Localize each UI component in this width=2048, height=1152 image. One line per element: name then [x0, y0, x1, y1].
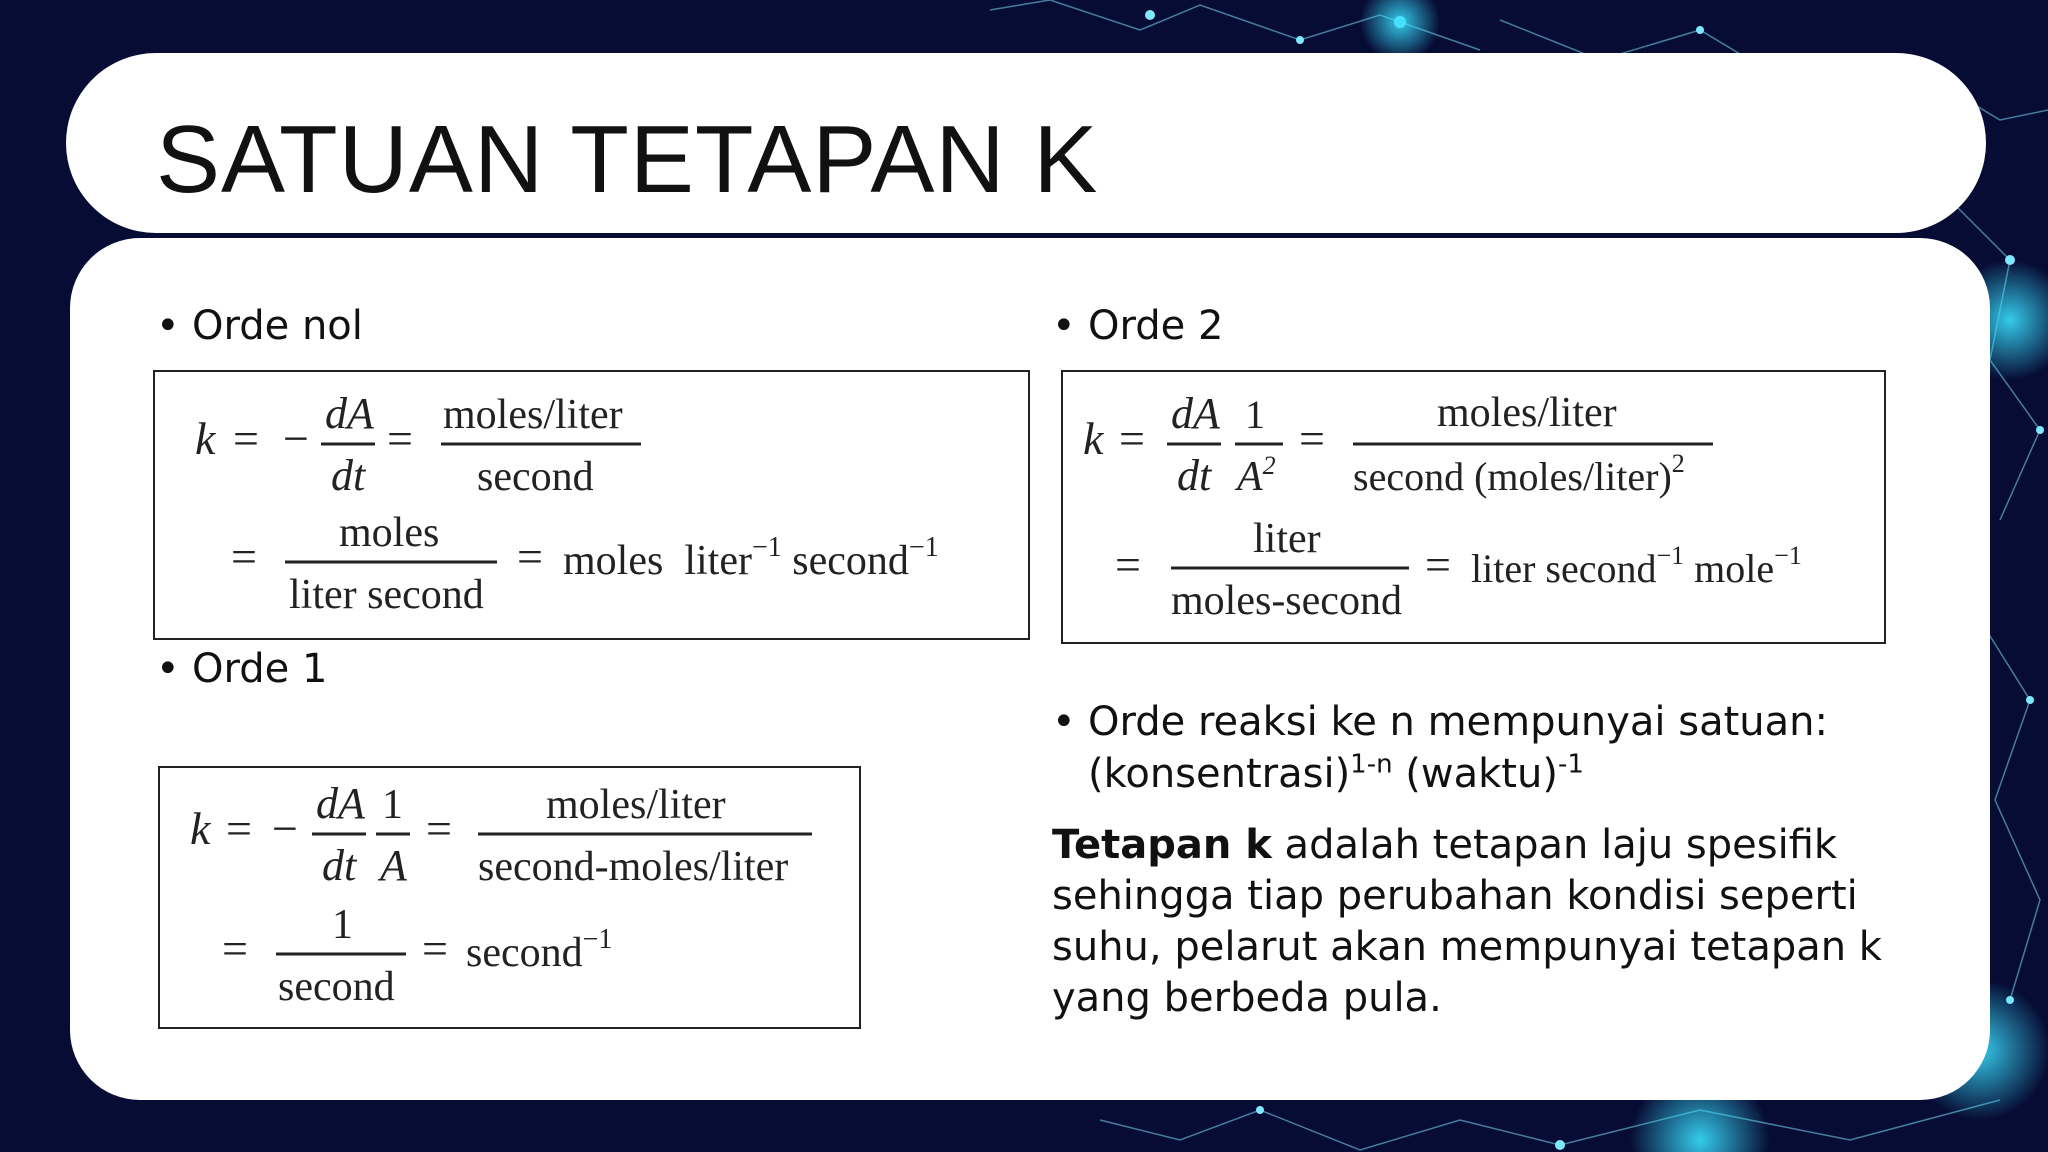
waktu-label: (waktu) [1392, 751, 1558, 797]
bullet-label: Orde 1 [192, 646, 328, 692]
eq-dt: dt [1177, 451, 1212, 500]
eq-rhs-part: mole [1684, 546, 1775, 591]
eq-one: 1 [382, 782, 403, 828]
eq-dA: dA [325, 389, 374, 438]
eq-k: k [1083, 413, 1104, 464]
eq-denominator: second [278, 964, 395, 1010]
eq-equals: = [233, 413, 259, 464]
eq-equals: = [422, 923, 448, 974]
bullet-dot: • [156, 303, 180, 349]
eq-rhs [1471, 541, 1802, 591]
eq-exponent: −1 [908, 532, 939, 563]
eq-numerator: moles/liter [1437, 390, 1617, 436]
eq-exponent: −1 [1774, 541, 1802, 570]
tetapan-k-paragraph [1052, 820, 1952, 1024]
eq-dt: dt [322, 841, 357, 890]
tetapan-k-rest: adalah tetapan laju spesifik sehingga tiap perubahan kondisi seperti suhu, pelarut akan mempunyai tetapan k yang berbeda pula. [1052, 822, 1882, 1021]
konsentrasi-label: (konsentrasi) [1088, 751, 1351, 797]
eq-denominator: moles-second [1171, 578, 1402, 624]
waktu-exponent: -1 [1557, 749, 1584, 780]
eq-one: 1 [1245, 392, 1265, 437]
eq-minus: − [272, 803, 298, 854]
eq-A-base: A [1237, 454, 1263, 500]
orde-n-text: Orde reaksi ke n mempunyai satuan: [1088, 699, 1828, 745]
equation-box-orde-2 [1061, 370, 1886, 644]
eq-dt: dt [331, 451, 366, 500]
eq-k: k [190, 803, 211, 854]
tetapan-k-bold: Tetapan k [1052, 822, 1272, 868]
bullet-label: Orde 2 [1088, 303, 1224, 349]
orde-n-units [1088, 748, 1584, 800]
eq-equals: = [222, 923, 248, 974]
eq-rhs-part: second [466, 930, 583, 976]
eq-minus: − [283, 413, 309, 464]
eq-numerator: moles/liter [443, 392, 623, 438]
eq-denominator: second [477, 454, 594, 500]
eq-exponent: −1 [582, 924, 613, 955]
bullet-orde-n [1052, 696, 1828, 748]
eq-rhs [563, 532, 939, 584]
eq-A [1234, 451, 1276, 500]
eq-denominator-base: second (moles/liter) [1353, 454, 1672, 499]
eq-equals: = [226, 803, 252, 854]
eq-exponent: −1 [1656, 541, 1685, 570]
eq-equals: = [231, 531, 257, 582]
eq-rhs-part: second [781, 538, 909, 584]
eq-equals: = [517, 531, 543, 582]
bullet-dot: • [1052, 699, 1076, 745]
eq-denominator-exponent: 2 [1671, 449, 1685, 478]
eq-denominator [1353, 449, 1685, 499]
bullet-dot: • [1052, 303, 1076, 349]
bullet-orde-2 [1052, 300, 1223, 352]
bullet-orde-nol [156, 300, 363, 352]
eq-equals: = [426, 803, 452, 854]
eq-equals: = [1119, 413, 1145, 464]
eq-rhs-part: moles liter [563, 538, 752, 584]
eq-numerator: 1 [332, 902, 353, 948]
slide-title: SATUAN TETAPAN K [156, 106, 1099, 213]
eq-equals: = [1425, 539, 1451, 590]
eq-dA: dA [1171, 389, 1220, 438]
eq-A-exponent: 2 [1262, 451, 1276, 480]
eq-numerator: moles/liter [546, 782, 726, 828]
bullet-label: Orde nol [192, 303, 363, 349]
konsentrasi-exponent: 1-n [1350, 749, 1393, 780]
eq-numerator: moles [339, 510, 440, 556]
eq-equals: = [1299, 413, 1325, 464]
eq-k: k [195, 413, 216, 464]
bullet-dot: • [156, 646, 180, 692]
equation-box-orde-nol [153, 370, 1030, 640]
eq-equals: = [387, 413, 413, 464]
eq-rhs-part: liter second [1471, 546, 1657, 591]
eq-exponent: −1 [751, 532, 782, 563]
eq-denominator: second-moles/liter [478, 844, 789, 890]
eq-denominator: liter second [289, 572, 484, 618]
equation-box-orde-1 [158, 766, 861, 1029]
eq-rhs [466, 924, 612, 976]
eq-A: A [380, 841, 407, 890]
bullet-orde-1 [156, 643, 327, 695]
eq-dA: dA [316, 779, 365, 828]
eq-equals: = [1115, 539, 1141, 590]
eq-numerator: liter [1253, 516, 1321, 562]
